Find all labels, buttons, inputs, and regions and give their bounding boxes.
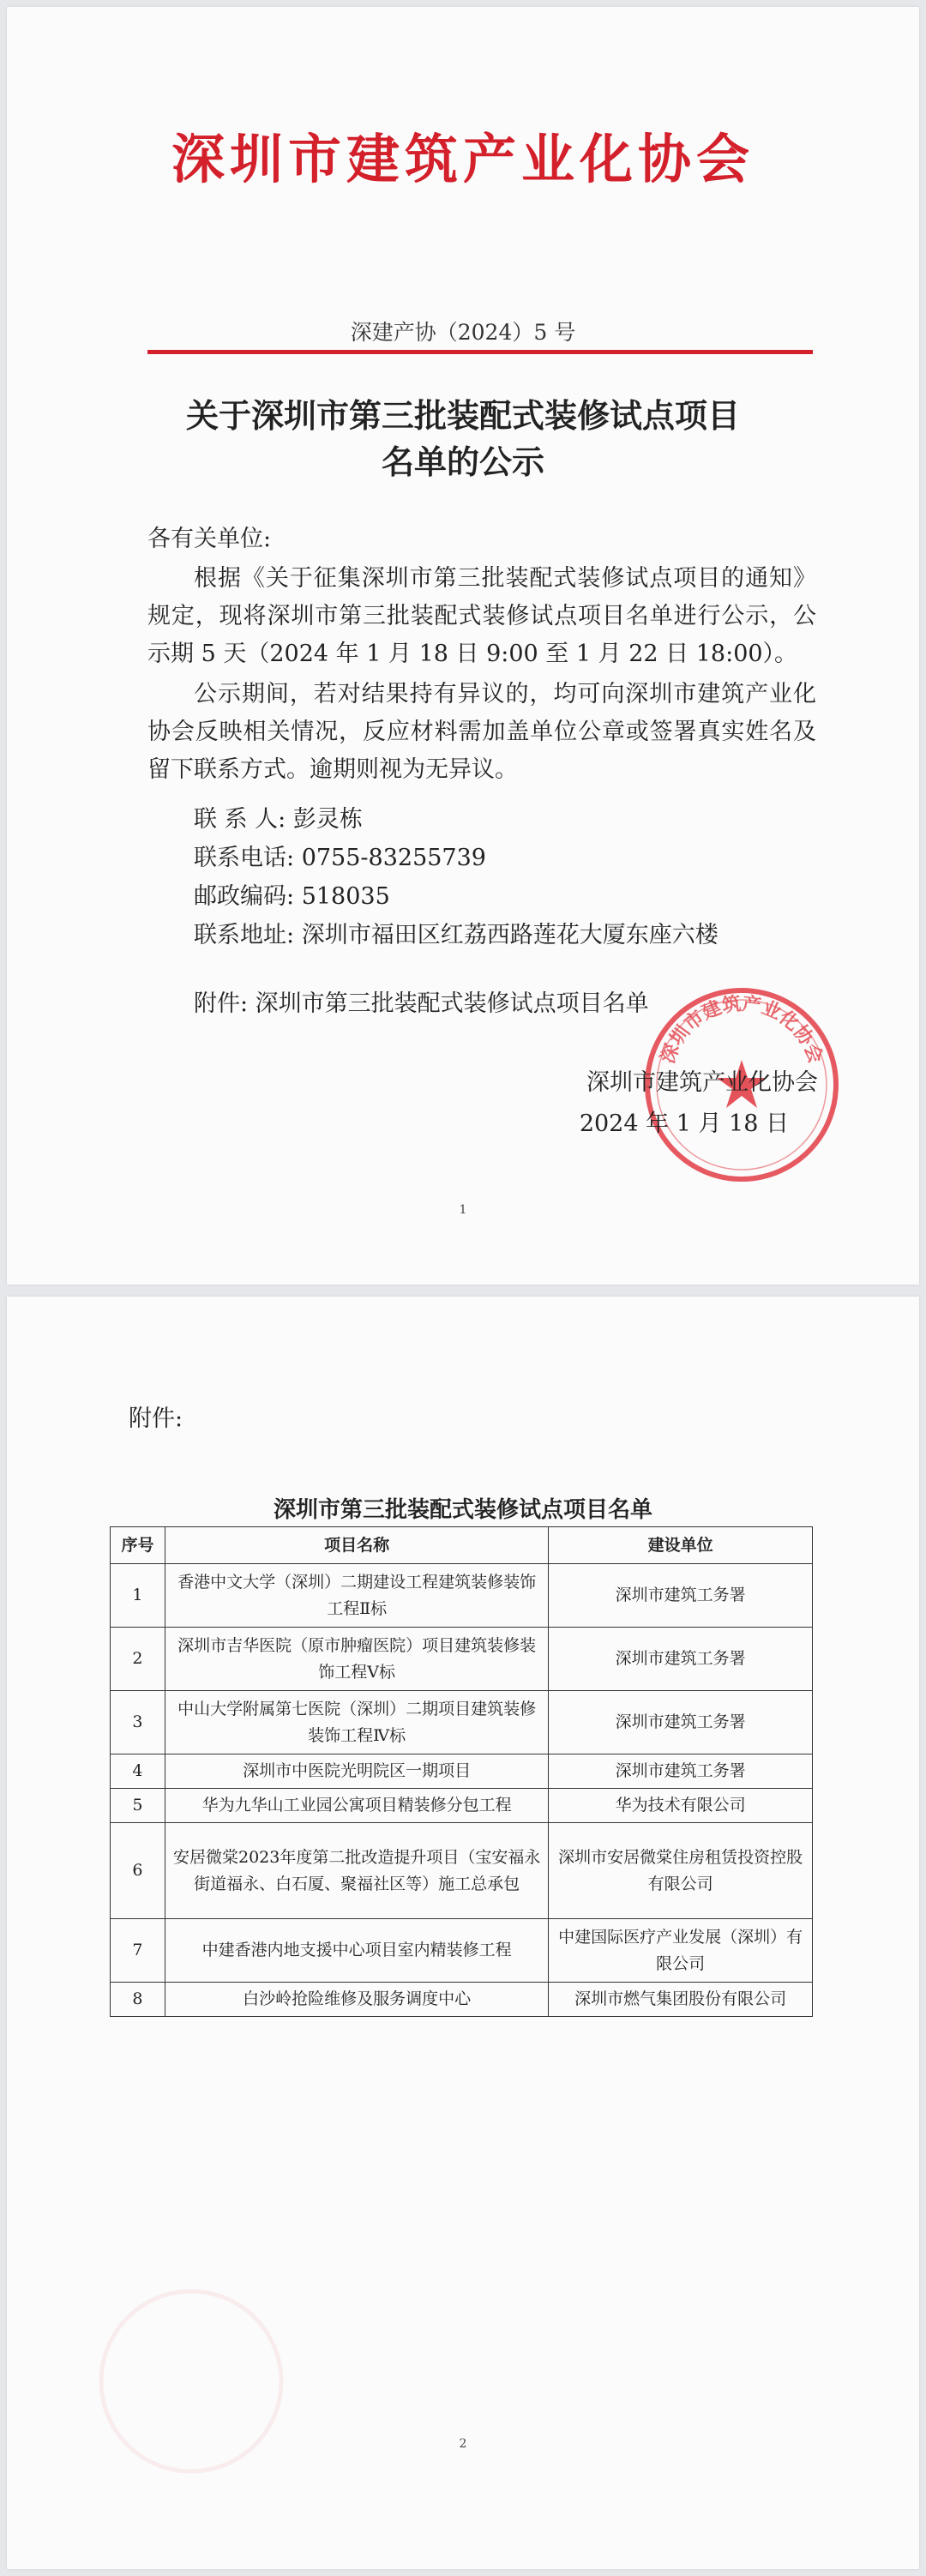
- notice-title: [7, 393, 919, 485]
- title-line-1: 关于深圳市第三批装配式装修试点项目: [185, 396, 740, 435]
- project-list-table: [110, 1526, 813, 2017]
- list-title: 深圳市第三批装配式装修试点项目名单: [273, 1497, 652, 1523]
- row-project-name: 安居微棠2023年度第二批改造提升项目（宝安福永街道福永、白石厦、聚福社区等）施工总承包: [165, 1823, 548, 1919]
- contact-person: 彭灵栋: [292, 806, 363, 833]
- row-no: 6: [111, 1823, 165, 1919]
- table-row: [111, 1823, 813, 1919]
- seal-text: 深圳市建筑产业化协会: [657, 993, 827, 1067]
- title-line-2: 名单的公示: [381, 442, 544, 481]
- contact-phone-line: [194, 839, 486, 872]
- table-header-row: [111, 1527, 813, 1564]
- row-project-name: 香港中文大学（深圳）二期建设工程建筑装修装饰工程Ⅱ标: [165, 1564, 548, 1628]
- body-paragraph-1: 根据《关于征集深圳市第三批装配式装修试点项目的通知》规定，现将深圳市第三批装配式装修试点项目名单进行公示，公示期 5 天（2024 年 1 月 18 日 9:00 至 1 月 22 日 18:00）。: [147, 565, 816, 667]
- row-project-name: 华为九华山工业园公寓项目精装修分包工程: [165, 1789, 548, 1823]
- contact-phone-label: 联系电话:: [194, 845, 295, 871]
- row-builder: 深圳市建筑工务署: [549, 1754, 813, 1789]
- row-no: 4: [111, 1754, 165, 1789]
- address: 深圳市福田区红荔西路莲花大厦东座六楼: [301, 922, 719, 948]
- row-no: 5: [111, 1789, 165, 1823]
- body-paragraph-2: 公示期间，若对结果持有异议的，均可向深圳市建筑产业化协会反映相关情况，反应材料需加盖单位公章或签署真实姓名及留下联系方式。逾期则视为无异议。: [147, 681, 816, 783]
- attachment-note: 附件: 深圳市第三批装配式装修试点项目名单: [194, 990, 649, 1017]
- row-no: 8: [111, 1983, 165, 2017]
- postcode: 518035: [301, 883, 390, 910]
- table-row: [111, 1691, 813, 1754]
- page-number: 2: [459, 2437, 467, 2451]
- row-no: 7: [111, 1919, 165, 1983]
- table-row: [111, 1564, 813, 1628]
- row-builder: 深圳市建筑工务署: [549, 1628, 813, 1691]
- row-no: 3: [111, 1691, 165, 1754]
- notice-page-1: [7, 7, 919, 1285]
- row-project-name: 中山大学附属第七医院（深圳）二期项目建筑装修装饰工程Ⅳ标: [165, 1691, 548, 1754]
- header-project-name: 项目名称: [165, 1527, 548, 1564]
- header-builder: 建设单位: [549, 1527, 813, 1564]
- signature-date: 2024 年 1 月 18 日: [579, 1110, 789, 1137]
- table-row: [111, 1628, 813, 1691]
- svg-text:深圳市建筑产业化协会: [658, 992, 827, 1066]
- row-no: 2: [111, 1628, 165, 1691]
- annex-label: 附件:: [129, 1405, 183, 1432]
- table-row: [111, 1789, 813, 1823]
- row-project-name: 中建香港内地支援中心项目室内精装修工程: [165, 1919, 548, 1983]
- row-project-name: 白沙岭抢险维修及服务调度中心: [165, 1983, 548, 2017]
- address-line: [194, 916, 719, 949]
- row-project-name: 深圳市中医院光明院区一期项目: [165, 1754, 548, 1789]
- address-label: 联系地址:: [194, 922, 295, 948]
- row-builder: 深圳市燃气集团股份有限公司: [549, 1983, 813, 2017]
- contact-person-label: 联 系 人:: [194, 806, 286, 833]
- table-row: [111, 1983, 813, 2017]
- red-divider: [147, 350, 813, 354]
- row-no: 1: [111, 1564, 165, 1628]
- document-number: 深建产协（2024）5 号: [350, 320, 576, 345]
- notice-page-2: [7, 1297, 919, 2569]
- page-number: 1: [459, 1203, 467, 1217]
- postcode-label: 邮政编码:: [194, 883, 295, 910]
- row-builder: 深圳市建筑工务署: [549, 1691, 813, 1754]
- signature-org: 深圳市建筑产业化协会: [586, 1069, 818, 1096]
- row-builder: 深圳市建筑工务署: [549, 1564, 813, 1628]
- table-row: [111, 1754, 813, 1789]
- row-builder: 中建国际医疗产业发展（深圳）有限公司: [549, 1919, 813, 1983]
- contact-phone: 0755-83255739: [301, 845, 486, 871]
- table-row: [111, 1919, 813, 1983]
- contact-person-line: [194, 800, 363, 834]
- row-project-name: 深圳市吉华医院（原市肿瘤医院）项目建筑装修装饰工程Ⅴ标: [165, 1628, 548, 1691]
- salutation: 各有关单位:: [147, 526, 272, 552]
- postcode-line: [194, 877, 390, 911]
- org-letterhead: 深圳市建筑产业化协会: [171, 128, 755, 190]
- row-builder: 华为技术有限公司: [549, 1789, 813, 1823]
- header-no: 序号: [111, 1527, 165, 1564]
- row-builder: 深圳市安居微棠住房租赁投资控股有限公司: [549, 1823, 813, 1919]
